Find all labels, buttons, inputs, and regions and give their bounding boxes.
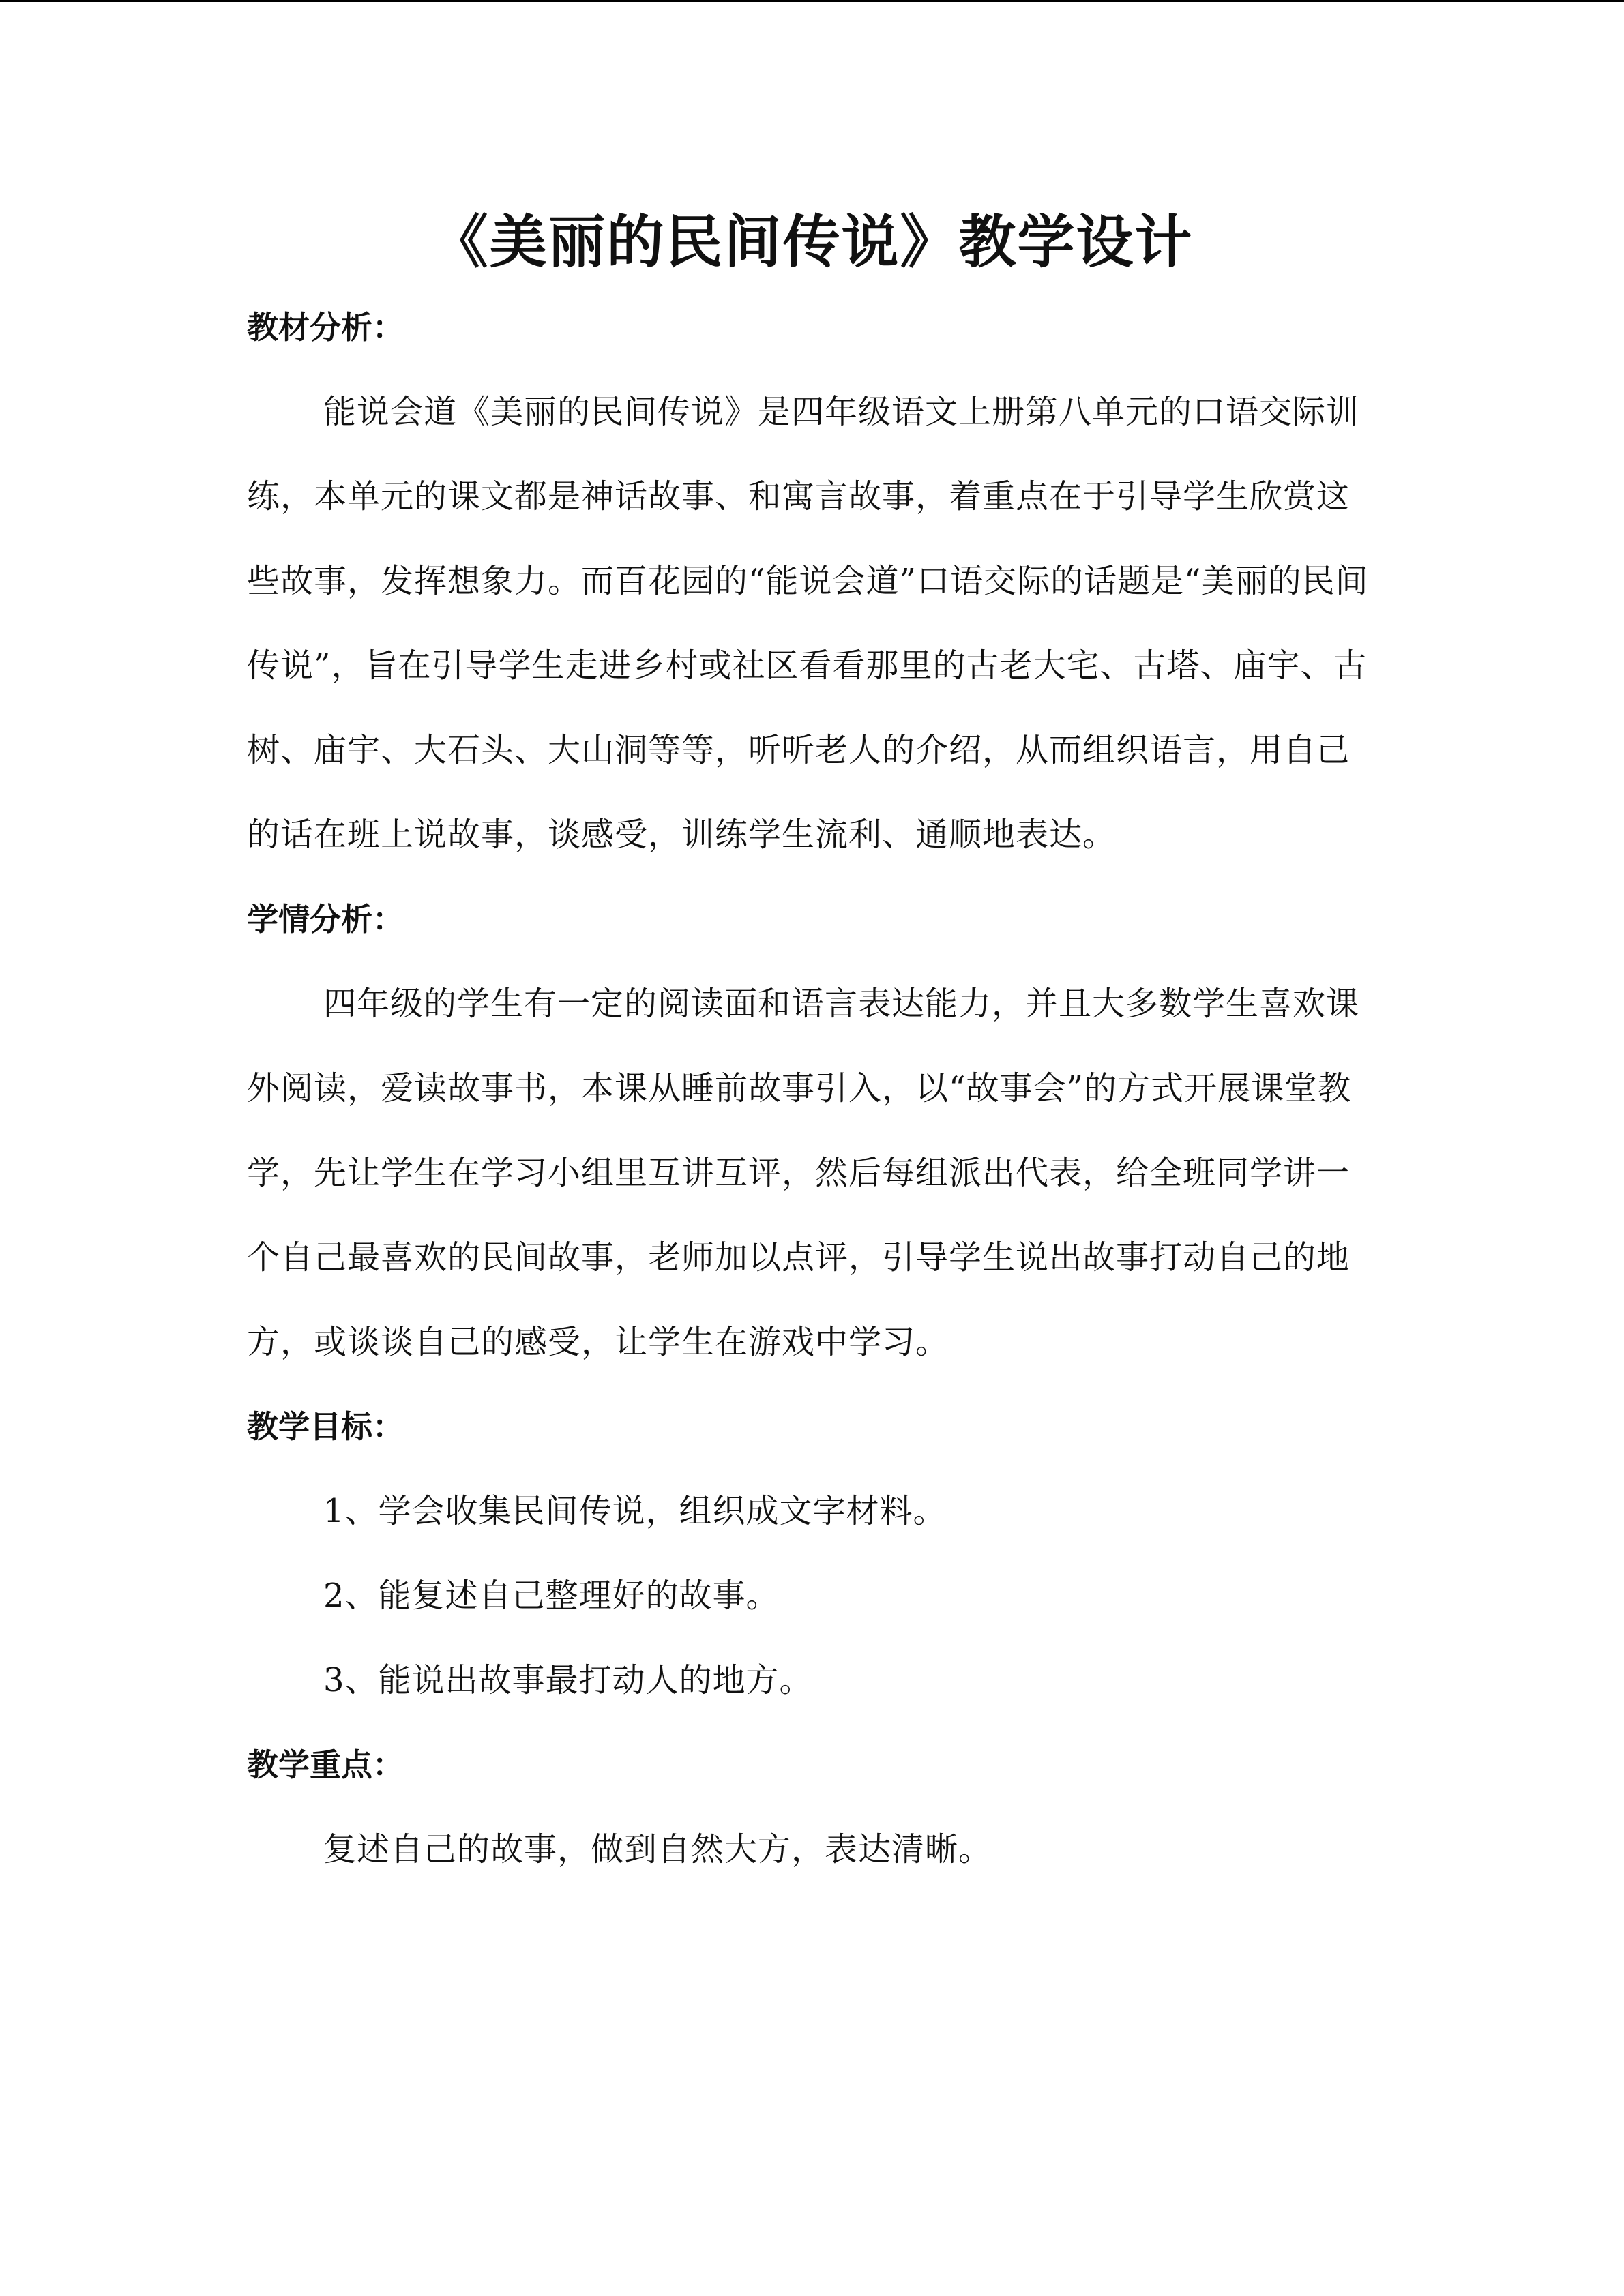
paragraph-textbook-analysis: 能说会道《美丽的民间传说》是四年级语文上册第八单元的口语交际训练，本单元的课文都是神话故事、和寓言故事，着重点在于引导学生欣赏这些故事，发挥想象力。而百花园的“能说会道”口语交际的话题是“美丽的民间传说”，旨在引导学生走进乡村或社区看看那里的古老大宅、古塔、庙宇、古树、庙宇、大石头、大山洞等等，听听老人的介绍，从而组织语言，用自己的话在班上说故事，谈感受，训练学生流利、通顺地表达。 <box>247 393 1369 854</box>
section-learner-analysis <box>247 877 1379 1384</box>
section-heading-textbook-analysis: 教材分析： <box>247 309 404 346</box>
section-heading-learner-analysis: 学情分析： <box>247 901 404 938</box>
list-item: 1、学会收集民间传说，组织成文字材料。 <box>323 1492 947 1530</box>
teaching-goals-list <box>247 1469 1379 1723</box>
section-heading-teaching-goals: 教学目标： <box>247 1408 404 1445</box>
section-teaching-goals <box>247 1384 1379 1723</box>
document-body <box>247 285 1379 1892</box>
list-item: 2、能复述自己整理好的故事。 <box>323 1577 780 1615</box>
section-teaching-focus <box>247 1723 1379 1892</box>
section-heading-teaching-focus: 教学重点： <box>247 1746 404 1783</box>
section-textbook-analysis <box>247 285 1379 877</box>
paragraph-learner-analysis: 四年级的学生有一定的阅读面和语言表达能力，并且大多数学生喜欢课外阅读，爱读故事书，本课从睡前故事引入，以“故事会”的方式开展课堂教学，先让学生在学习小组里互讲互评，然后每组派出代表，给全班同学讲一个自己最喜欢的民间故事，老师加以点评，引导学生说出故事打动自己的地方，或谈谈自己的感受，让学生在游戏中学习。 <box>247 985 1360 1361</box>
document-title: 《美丽的民间传说》教学设计 <box>430 208 1194 275</box>
paragraph-teaching-focus: 复述自己的故事，做到自然大方，表达清晰。 <box>323 1830 992 1868</box>
list-item: 3、能说出故事最打动人的地方。 <box>323 1661 813 1699</box>
